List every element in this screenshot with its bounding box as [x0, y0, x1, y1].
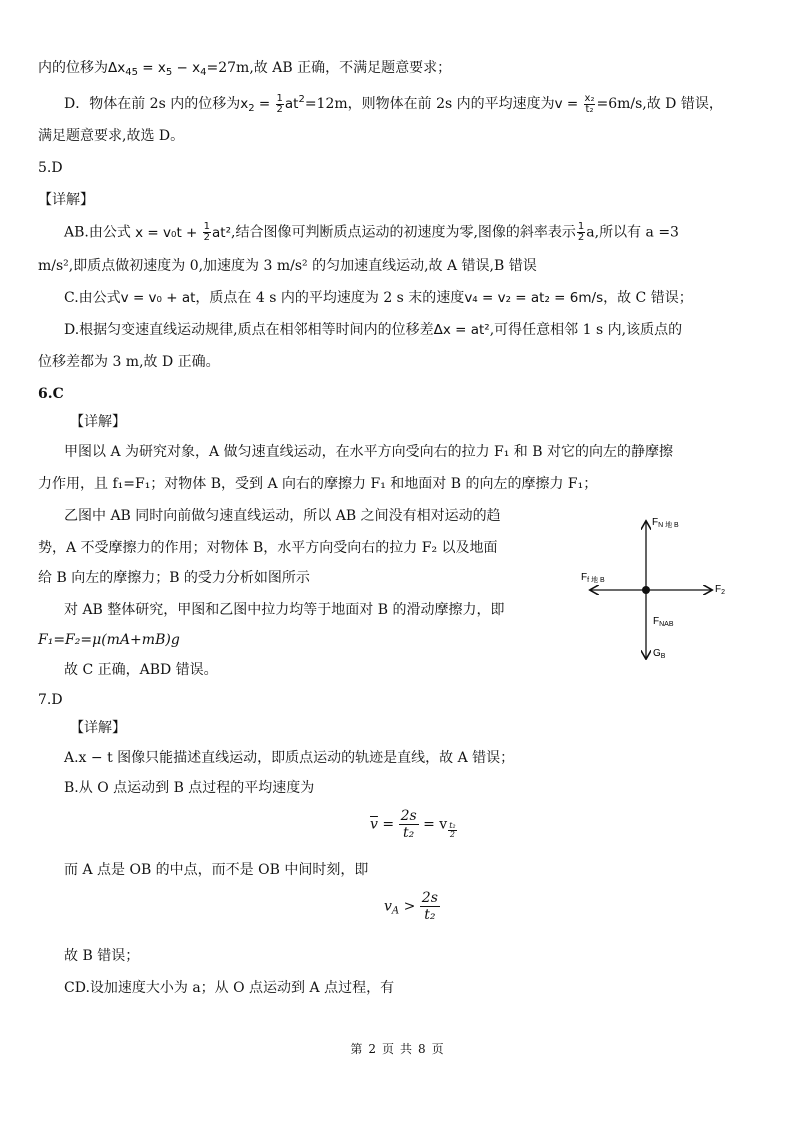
- text-line: B.从 O 点运动到 B 点过程的平均速度为: [64, 780, 315, 796]
- fraction-half: $\frac{1}{2}$: [577, 221, 585, 243]
- text-line: [64, 320, 682, 340]
- text-line: 给 B 向左的摩擦力；B 的受力分析如图所示: [38, 570, 310, 586]
- text-line: [64, 288, 693, 308]
- label-normal-ab: $F_{NAB}$: [653, 616, 674, 628]
- text-segment: =12m，则物体在前 2s 内的平均速度为: [304, 96, 555, 112]
- page-footer: 第 2 页 共 8 页: [350, 1042, 444, 1056]
- text-line: 对 AB 整体研究，甲图和乙图中拉力均等于地面对 B 的滑动摩擦力，即: [64, 602, 505, 618]
- text-line: 乙图中 AB 同时向前做匀速直线运动，所以 AB 之间没有相对运动的趋: [64, 508, 501, 524]
- formula-va-inequality: $v_A$ > $\frac{2s}{\text{t₂}}$: [384, 890, 438, 923]
- text-segment: C.由公式: [64, 290, 121, 306]
- text-line: F₁=F₂=μ(mA+mB)g: [38, 632, 180, 648]
- label-normal-force: $F_{N 地 B}$: [652, 517, 679, 529]
- text-segment: ，故 C 错误；: [603, 290, 693, 306]
- center-point: [642, 586, 650, 594]
- text-segment: AB.由公式: [64, 224, 131, 241]
- text-line: m/s²,即质点做初速度为 0,加速度为 3 m/s² 的匀加速直线运动,故 A 错误,B 错误: [38, 258, 537, 274]
- text-segment: D.根据匀变速直线运动规律,质点在相邻相等时间内的位移差: [64, 322, 434, 338]
- question-number: 7.D: [38, 692, 63, 708]
- text-line: CD.设加速度大小为 a；从 O 点运动到 A 点过程，有: [64, 980, 395, 996]
- formula-dx45: $\Delta x_{45} = x_5 - x_4$: [108, 60, 207, 78]
- formula-velocity: v = v₀ + at: [120, 290, 196, 306]
- text-line: 力作用，且 f₁=F₁；对物体 B，受到 A 向右的摩擦力 F₁ 和地面对 B 的向左的摩擦力 F₁；: [38, 476, 598, 492]
- label-gravity: $G_B$: [653, 648, 666, 660]
- label-friction-force: $F_{f 地 B}$: [581, 572, 605, 584]
- formula-displacement: x = v₀t + $\frac{1}{2}$ at²: [135, 221, 231, 243]
- section-heading: 【详解】: [70, 414, 126, 430]
- text-line: 故 C 正确，ABD 错误。: [64, 662, 218, 678]
- text-line: [64, 90, 723, 119]
- section-heading: 【详解】: [38, 192, 94, 208]
- text-line: [38, 58, 451, 83]
- text-segment: =6m/s,故 D 错误，: [596, 96, 723, 112]
- formula-x2: $x_2$ = $\frac{1}{2}$ $at^2$: [240, 92, 305, 115]
- text-line: 满足题意要求,故选 D。: [38, 128, 185, 144]
- text-line: [64, 222, 679, 243]
- question-number: 5.D: [38, 160, 63, 176]
- formula-v4: v₄ = v₂ = at₂ = 6m/s: [464, 290, 604, 306]
- text-segment: D．物体在前 2s 内的位移为: [64, 96, 241, 112]
- text-segment: a,所以有 a =3: [586, 224, 679, 241]
- question-number: 6.C: [38, 386, 64, 402]
- force-diagram: [575, 510, 735, 660]
- text-line: 势，A 不受摩擦力的作用；对物体 B，水平方向受向右的拉力 F₂ 以及地面: [38, 540, 498, 556]
- text-segment: 内的位移为: [38, 60, 108, 76]
- text-segment: ，质点在 4 s 内的平均速度为 2 s 末的速度: [195, 290, 465, 306]
- text-line: A.x − t 图像只能描述直线运动，即质点运动的轨迹是直线，故 A 错误；: [64, 750, 515, 766]
- text-segment: ,结合图像可判断质点运动的初速度为零,图像的斜率表示: [231, 224, 576, 241]
- text-line: 而 A 点是 OB 的中点，而不是 OB 中间时刻，即: [64, 862, 369, 878]
- formula-dx: Δx = at²: [433, 322, 490, 338]
- text-line: 甲图以 A 为研究对象，A 做匀速直线运动，在水平方向受向右的拉力 F₁ 和 B 对它的向左的静摩擦: [64, 444, 673, 460]
- section-heading: 【详解】: [70, 720, 126, 736]
- label-pull-force: $F_2$: [715, 584, 726, 596]
- text-line: 位移差都为 3 m,故 D 正确。: [38, 354, 220, 370]
- formula-avg-velocity: v = $\frac{\text{x₂}}{\text{t₂}}$: [554, 92, 595, 115]
- text-line: 故 B 错误；: [64, 948, 140, 964]
- text-segment: =27m,故 AB 正确，不满足题意要求；: [206, 60, 452, 76]
- formula-average-velocity: $\overline{v}$ = $\frac{2s}{\text{t₂}}$ = v $\frac{\text{t₂}}{2}$: [370, 808, 456, 841]
- text-segment: ,可得任意相邻 1 s 内,该质点的: [489, 322, 683, 338]
